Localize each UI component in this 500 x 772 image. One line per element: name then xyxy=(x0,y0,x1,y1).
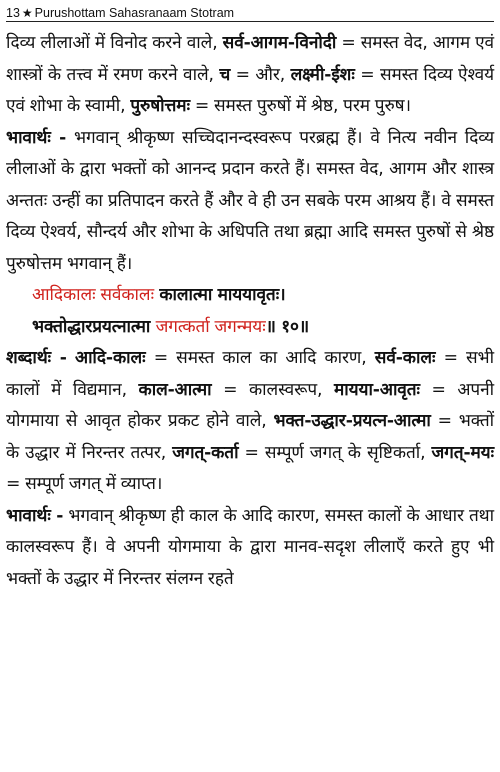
term: जगत्-मयः xyxy=(431,442,495,463)
book-title: Purushottam Sahasranaam Stotram xyxy=(34,6,235,20)
term: भक्त-उद्धार-प्रयत्न-आत्मा xyxy=(273,411,431,431)
text-run: भगवान् श्रीकृष्ण सच्चिदानन्दस्वरूप परब्रह्म हैं। वे नित्य नवीन दिव्य लीलाओं के द्वारा भक्तों को आनन्द प्रदान करते हैं। समस्त वेद, आगम और शास्त्र अन्ततः उन्हीं का प्रतिपादन करते हैं और वे ही उन सबके परम आश्रय हैं। वे समस्त दिव्य ऐश्वर्य, सौन्दर्य और शोभा के अधिपति तथा ब्रह्मा आदि समस्त पुरुषों से श्रेष्ठ पुरुषोत्तम भगवान् हैं। xyxy=(6,127,494,274)
verse-line-1 xyxy=(6,280,494,312)
text-run: = समस्त वेद, आगम एवं शास्त्रों के तत्त्व में रमण करने वाले, xyxy=(6,33,494,85)
text-run: = अपनी योगमाया से आवृत होकर प्रकट होने वाले, xyxy=(6,379,494,431)
term: सर्व-कालः xyxy=(374,348,436,368)
meaning-paragraph-1 xyxy=(6,28,494,123)
bhavarth-paragraph-2 xyxy=(6,501,494,596)
shabdarth-paragraph xyxy=(6,343,494,501)
page-body xyxy=(6,28,494,595)
text-run: = सम्पूर्ण जगत् में व्याप्त। xyxy=(6,474,163,494)
term: पुरुषोत्तमः xyxy=(130,96,190,116)
verse-text: कालात्मा माययावृतः। xyxy=(153,285,286,305)
verse-number: ॥ १०॥ xyxy=(265,316,310,337)
text-run xyxy=(67,348,75,368)
section-label: शब्दार्थः - xyxy=(6,348,67,368)
term: आदि-कालः xyxy=(74,348,146,368)
verse-highlight: आदिकालः सर्वकालः xyxy=(32,285,154,305)
text-run: = भक्तों के उद्धार में निरन्तर तत्पर, xyxy=(6,411,494,463)
term: लक्ष्मी-ईशः xyxy=(290,64,355,85)
verse-highlight: जगत्कर्ता जगन्मयः xyxy=(155,316,266,337)
text-run: = कालस्वरूप, xyxy=(211,379,334,400)
section-label: भावार्थः - xyxy=(6,127,67,148)
term: जगत्-कर्ता xyxy=(172,442,239,463)
term: मायया-आवृतः xyxy=(333,379,420,400)
running-header xyxy=(6,6,494,22)
text-run: = और, xyxy=(230,64,291,85)
bhavarth-paragraph-1 xyxy=(6,123,494,281)
term: काल-आत्मा xyxy=(138,379,212,400)
text-run: = समस्त काल का आदि कारण, xyxy=(145,348,375,368)
term: च xyxy=(219,64,231,85)
verse-text: भक्तोद्धारप्रयत्नात्मा xyxy=(32,316,156,337)
text-run: = सम्पूर्ण जगत् के सृष्टिकर्ता, xyxy=(238,442,432,463)
verse-line-2 xyxy=(6,312,494,344)
text-run: = समस्त पुरुषों में श्रेष्ठ, परम पुरुष। xyxy=(189,96,411,116)
text-run: भगवान् श्रीकृष्ण ही काल के आदि कारण, समस्त कालों के आधार तथा कालस्वरूप हैं। वे अपनी योगमाया के द्वारा मानव-सदृश लीलाएँ करते हुए भी भक्तों के उद्धार में निरन्तर संलग्न रहते xyxy=(6,505,494,589)
term: सर्व-आगम-विनोदी xyxy=(222,33,337,53)
text-run: = सभी कालों में विद्यमान, xyxy=(6,348,494,400)
section-label: भावार्थः - xyxy=(6,505,64,526)
text-run: दिव्य लीलाओं में विनोद करने वाले, xyxy=(6,33,223,53)
text-run: = समस्त दिव्य ऐश्वर्य एवं शोभा के स्वामी, xyxy=(6,64,494,116)
page-number: 13 xyxy=(6,6,20,20)
star-icon: ★ xyxy=(21,6,33,20)
